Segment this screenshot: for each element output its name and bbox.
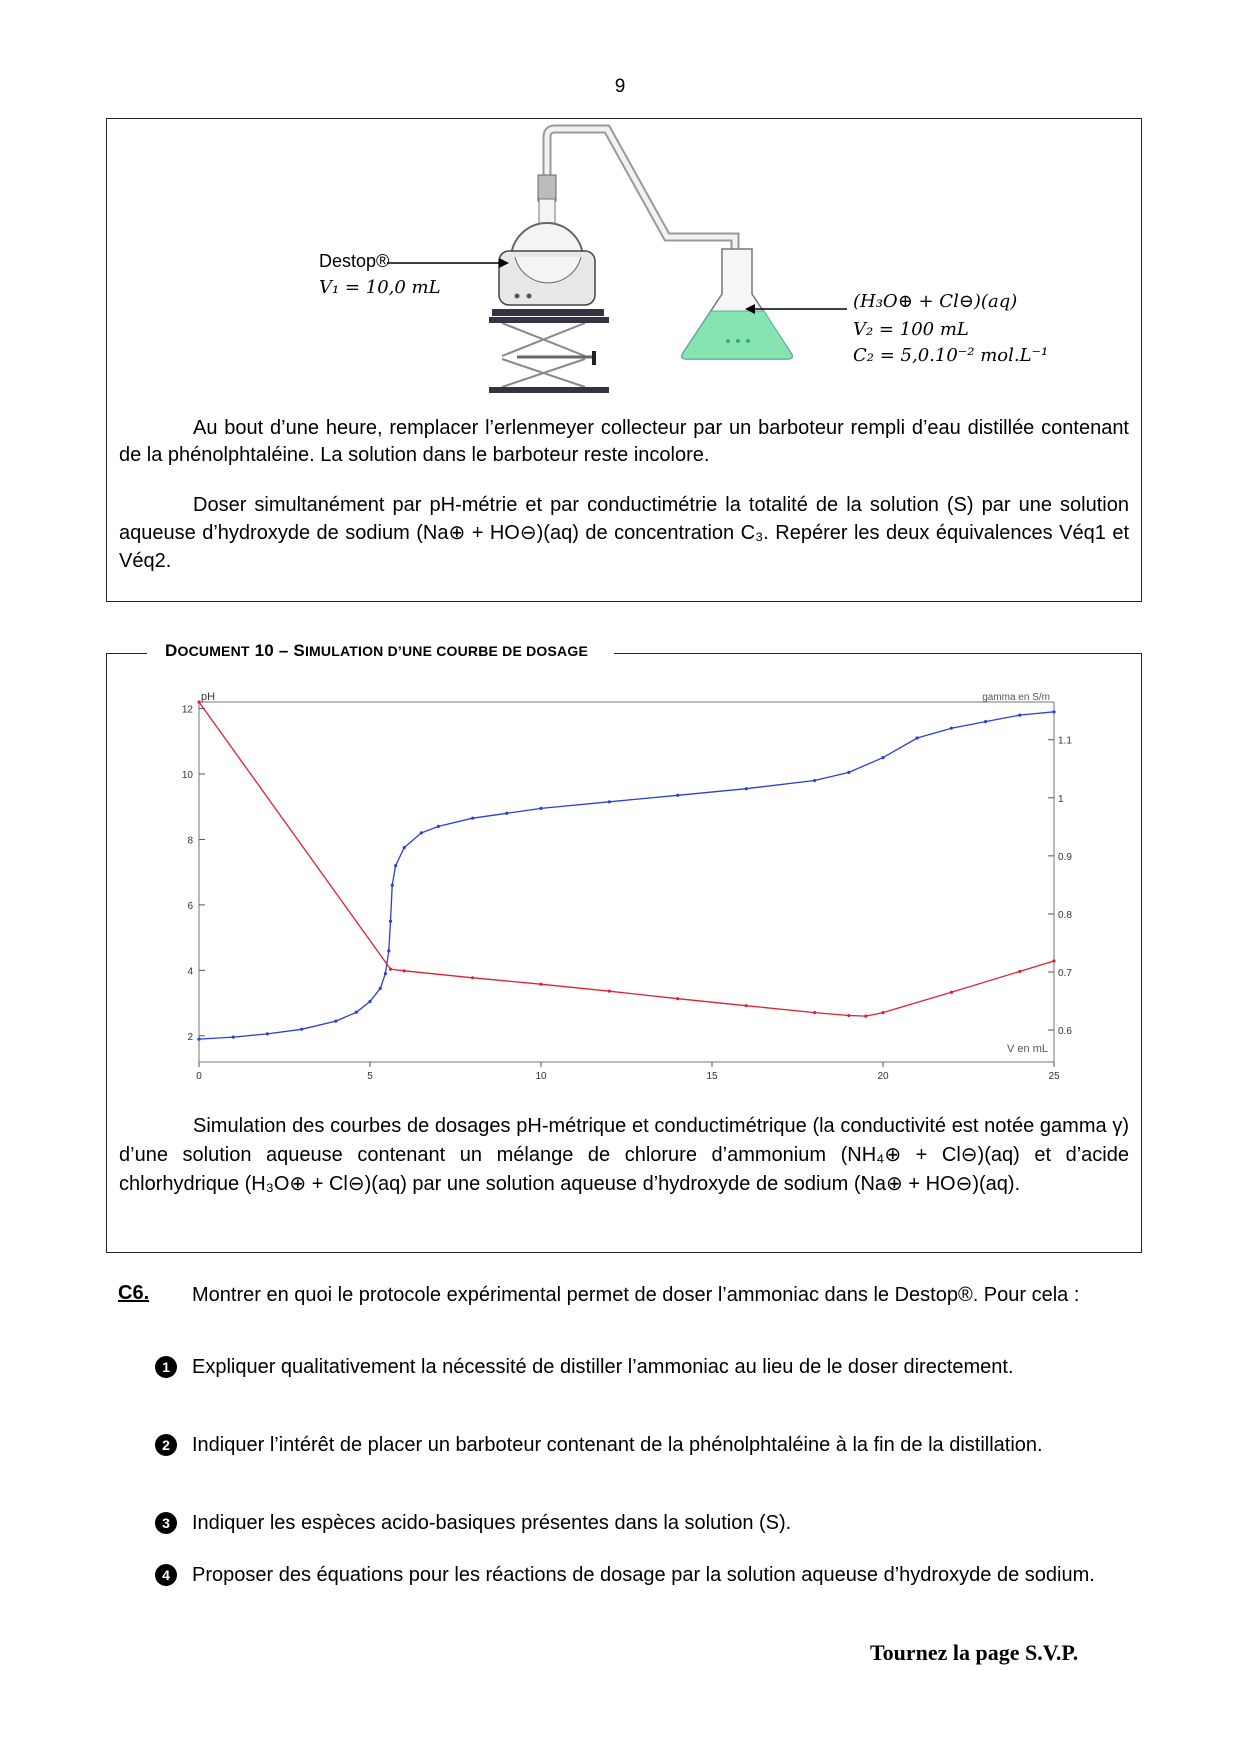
data-point-pH: [745, 787, 748, 790]
series-line-gamma: [199, 702, 1054, 1016]
data-point-pH: [984, 720, 987, 723]
data-point-pH: [300, 1028, 303, 1031]
data-point-gamma: [197, 700, 200, 703]
y-right-axis-label: gamma en S/m: [982, 692, 1050, 703]
data-point-pH: [1052, 710, 1055, 713]
data-point-pH: [379, 987, 382, 990]
x-axis-label: V en mL: [1007, 1043, 1048, 1055]
distillation-apparatus-illustration: [107, 119, 1141, 419]
data-point-gamma: [813, 1011, 816, 1014]
data-point-pH: [334, 1019, 337, 1022]
x-tick-label: 20: [877, 1071, 889, 1082]
footer-next-page: Tournez la page S.V.P.: [870, 1640, 1079, 1665]
data-point-pH: [368, 1000, 371, 1003]
data-point-pH: [471, 817, 474, 820]
data-point-gamma: [1018, 970, 1021, 973]
y-right-tick-label: 0.9: [1058, 851, 1072, 863]
data-point-gamma: [403, 969, 406, 972]
data-point-pH: [232, 1036, 235, 1039]
y-left-tick-label: 10: [181, 770, 193, 781]
plot-frame: [199, 702, 1054, 1062]
data-point-gamma: [881, 1011, 884, 1014]
data-point-pH: [1018, 713, 1021, 716]
y-left-tick-label: 2: [187, 1031, 193, 1043]
lab-jack: [489, 317, 609, 393]
y-right-tick-label: 1.1: [1058, 735, 1072, 747]
x-tick-label: 0: [196, 1071, 202, 1082]
data-point-pH: [266, 1032, 269, 1035]
question-text: Montrer en quoi le protocole expérimental permet de doser l’ammoniac dans le Destop®. Pour cela :: [192, 1284, 1080, 1306]
data-point-pH: [197, 1037, 200, 1040]
data-point-pH: [387, 949, 390, 952]
x-tick-label: 25: [1048, 1071, 1060, 1082]
data-point-pH: [950, 727, 953, 730]
data-point-gamma: [745, 1004, 748, 1007]
data-point-gamma: [608, 990, 611, 993]
item-3-marker: 3: [155, 1512, 177, 1534]
page-number: 9: [614, 76, 626, 97]
question-item-3: Indiquer les espèces acido-basiques présentes dans la solution (S).: [192, 1512, 792, 1534]
collector-volume: V₂ = 100 mL: [853, 319, 969, 340]
question-label: C6.: [118, 1282, 150, 1304]
data-point-pH: [539, 807, 542, 810]
data-point-pH: [394, 864, 397, 867]
data-point-pH: [505, 812, 508, 815]
data-point-pH: [676, 794, 679, 797]
y-right-tick-label: 1: [1058, 793, 1064, 805]
question-item-4: Proposer des équations pour les réactions de dosage par la solution aqueuse d’hydroxyde de sodium.: [192, 1564, 1095, 1586]
data-point-pH: [389, 920, 392, 923]
data-point-gamma: [471, 976, 474, 979]
y-left-tick-label: 12: [181, 704, 193, 716]
y-left-tick-label: 8: [187, 835, 193, 847]
data-point-pH: [847, 771, 850, 774]
item-1-marker: 1: [155, 1356, 177, 1378]
protocol-paragraph-2: Doser simultanément par pH-métrie et par conductimétrie la totalité de la solution (S) par une solution aqueuse d’hydroxyde de sodium (Na⊕ + HO⊖)(aq) de concentration C₃. Repérer les deux équivalences Véq1 et Véq2.: [119, 494, 1129, 572]
data-point-gamma: [539, 983, 542, 986]
document-10-box: [106, 641, 1142, 1253]
y-left-tick-label: 6: [187, 900, 193, 912]
data-point-pH: [403, 846, 406, 849]
data-point-pH: [916, 736, 919, 739]
x-tick-label: 5: [367, 1071, 373, 1082]
protocol-box: [106, 118, 1142, 602]
question-item-2: Indiquer l’intérêt de placer un barboteur contenant de la phénolphtaléine à la fin de la distillation.: [192, 1434, 1043, 1456]
data-point-pH: [420, 831, 423, 834]
y-left-axis-label: pH: [201, 691, 216, 703]
data-point-gamma: [676, 997, 679, 1000]
data-point-pH: [813, 779, 816, 782]
x-tick-label: 15: [706, 1071, 718, 1082]
item-2-marker: 2: [155, 1434, 177, 1456]
data-point-gamma: [1052, 959, 1055, 962]
data-point-pH: [437, 825, 440, 828]
y-right-tick-label: 0.8: [1058, 909, 1072, 921]
data-point-pH: [391, 884, 394, 887]
data-point-gamma: [389, 967, 392, 970]
collector-solution: (H₃O⊕ + Cl⊖)(aq): [853, 291, 1018, 312]
x-tick-label: 10: [535, 1071, 547, 1082]
data-point-gamma: [864, 1015, 867, 1018]
question-item-1: Expliquer qualitativement la nécessité de distiller l’ammoniac au lieu de le doser directement.: [192, 1356, 1014, 1378]
protocol-paragraph-1: Au bout d’une heure, remplacer l’erlenmeyer collecteur par un barboteur rempli d’eau distillée contenant de la phénolphtaléine. La solution dans le barboteur reste incolore.: [119, 417, 1129, 466]
titration-chart: [119, 672, 1129, 1112]
item-4-marker: 4: [155, 1564, 177, 1586]
collector-concentration: C₂ = 5,0.10⁻² mol.L⁻¹: [853, 345, 1049, 366]
data-point-pH: [881, 756, 884, 759]
flask-label: Destop®: [319, 251, 390, 271]
data-point-pH: [608, 800, 611, 803]
y-right-tick-label: 0.7: [1058, 968, 1072, 979]
flask-volume: V₁ = 10,0 mL: [319, 277, 441, 298]
chart-caption: Simulation des courbes de dosages pH-métrique et conductimétrique (la conductivité est notée gamma γ) d’une solution aqueuse contenant un mélange de chlorure d’ammonium (NH₄⊕ + Cl⊖)(aq) et d’acide chlorhydrique (H₃O⊕ + Cl⊖)(aq) par une solution aqueuse d’hydroxyde de sodium (Na⊕ + HO⊖)(aq).: [119, 1115, 1129, 1195]
y-left-tick-label: 4: [187, 966, 193, 978]
y-right-tick-label: 0.6: [1058, 1026, 1072, 1038]
data-point-pH: [384, 972, 387, 975]
document-title: DOCUMENT 10 – SIMULATION D’UNE COURBE DE DOSAGE: [147, 641, 614, 661]
data-point-gamma: [847, 1014, 850, 1017]
erlenmeyer-collector: [682, 249, 793, 359]
data-point-gamma: [950, 991, 953, 994]
data-point-pH: [355, 1011, 358, 1014]
series-line-pH: [199, 712, 1054, 1039]
